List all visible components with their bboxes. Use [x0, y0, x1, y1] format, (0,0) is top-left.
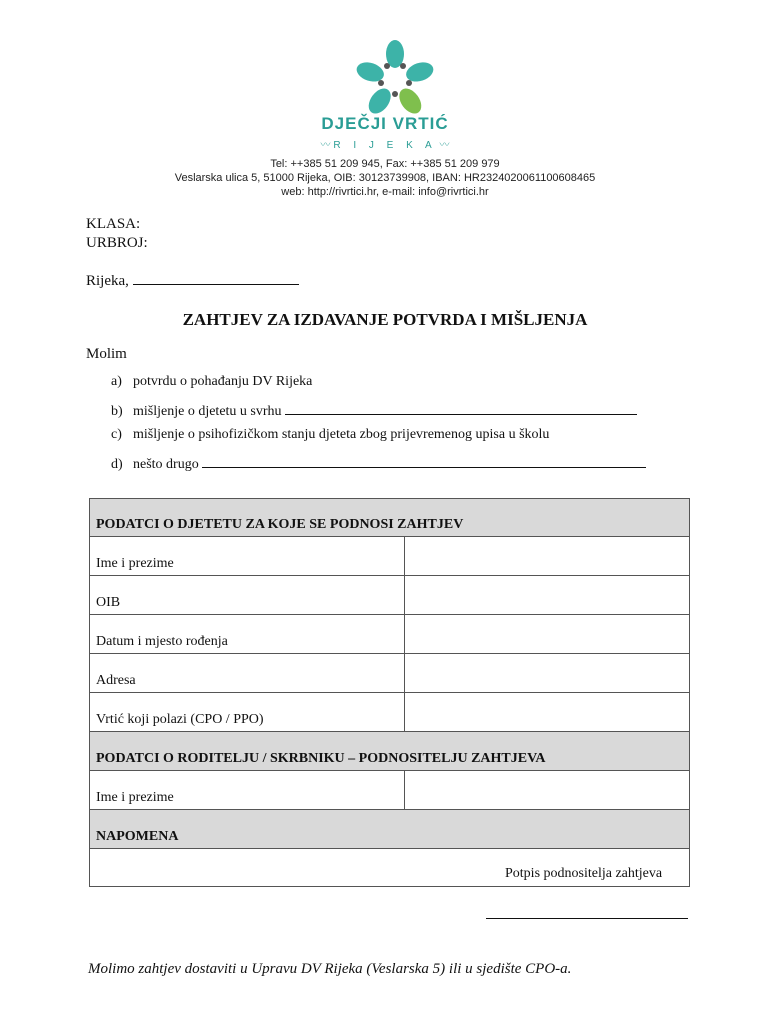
note-section-title: NAPOMENA: [90, 810, 690, 849]
table-row: [90, 615, 690, 654]
option-letter: d): [111, 457, 123, 472]
contact-phone: Tel: ++385 51 209 945, Fax: ++385 51 209 979: [270, 158, 500, 170]
child-address-input[interactable]: [405, 654, 690, 693]
molim-label: Molim: [86, 346, 127, 362]
table-row: [90, 771, 690, 810]
klasa-label: KLASA:: [86, 216, 141, 232]
option-letter: b): [111, 404, 123, 419]
parent-section-title: PODATCI O RODITELJU / SKRBNIKU – PODNOSITELJU ZAHTJEVA: [90, 732, 690, 771]
table-row: [90, 693, 690, 732]
child-kindergarten-input[interactable]: [405, 693, 690, 732]
child-birth-input[interactable]: [405, 615, 690, 654]
child-oib-input[interactable]: [405, 576, 690, 615]
option-b[interactable]: [111, 401, 637, 420]
field-label: Ime i prezime: [90, 771, 405, 810]
delivery-note: Molimo zahtjev dostaviti u Upravu DV Rijeka (Veslarska 5) ili u sjedište CPO-a.: [88, 961, 572, 977]
option-a[interactable]: [111, 374, 312, 390]
request-data-table: [89, 498, 690, 887]
field-label: Vrtić koji polazi (CPO / PPO): [90, 693, 405, 732]
table-row: [90, 654, 690, 693]
signature-label: Potpis podnositelja zahtjeva: [505, 866, 663, 881]
place-date-line: [86, 270, 299, 290]
option-letter: a): [111, 374, 122, 389]
purpose-blank-line[interactable]: [285, 401, 637, 415]
table-section-header: [90, 732, 690, 771]
field-label: OIB: [90, 576, 405, 615]
parent-name-input[interactable]: [405, 771, 690, 810]
table-section-header: [90, 499, 690, 537]
child-section-title: PODATCI O DJETETU ZA KOJE SE PODNOSI ZAHTJEV: [90, 499, 690, 537]
field-label: Adresa: [90, 654, 405, 693]
contact-address: Veslarska ulica 5, 51000 Rijeka, OIB: 30123739908, IBAN: HR2324020061100608465: [174, 172, 596, 184]
option-d[interactable]: [111, 454, 646, 473]
option-c[interactable]: [111, 427, 549, 443]
option-text: potvrdu o pohađanju DV Rijeka: [133, 374, 313, 389]
urbroj-label: URBROJ:: [86, 235, 148, 251]
table-row: [90, 576, 690, 615]
other-blank-line[interactable]: [202, 454, 646, 468]
option-text: mišljenje o djetetu u svrhu: [133, 404, 282, 419]
field-label: Ime i prezime: [90, 537, 405, 576]
signature-line[interactable]: [486, 918, 688, 919]
contact-web: web: http://rivrtici.hr, e-mail: info@rivrtici.hr: [281, 186, 489, 198]
brand-name: DJEČJI VRTIĆ: [321, 114, 449, 133]
option-text: nešto drugo: [133, 457, 199, 472]
option-letter: c): [111, 427, 122, 442]
form-title: ZAHTJEV ZA IZDAVANJE POTVRDA I MIŠLJENJA: [182, 310, 588, 329]
date-blank-line[interactable]: [133, 270, 299, 285]
place-label: Rijeka,: [86, 273, 129, 289]
child-name-input[interactable]: [405, 537, 690, 576]
option-text: mišljenje o psihofizičkom stanju djeteta zbog prijevremenog upisa u školu: [133, 427, 550, 442]
table-section-header: [90, 810, 690, 849]
field-label: Datum i mjesto rođenja: [90, 615, 405, 654]
table-row: [90, 537, 690, 576]
brand-city: 〰 R I J E K A 〰: [320, 140, 450, 151]
